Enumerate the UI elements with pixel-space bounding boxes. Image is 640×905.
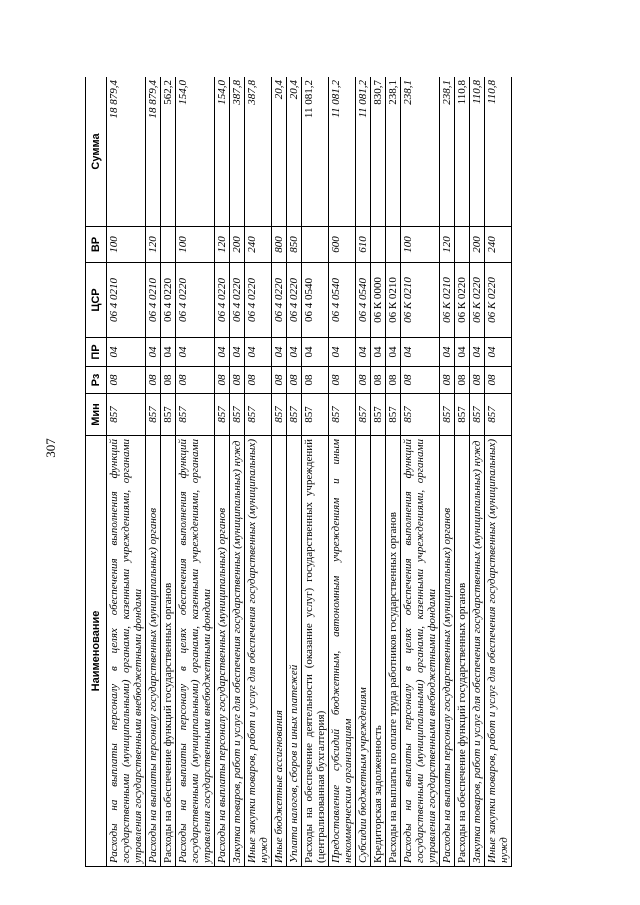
row-rz: 08 [329, 367, 356, 394]
row-rz: 08 [440, 367, 455, 394]
row-vr: 120 [215, 227, 230, 263]
row-pr: 04 [329, 338, 356, 367]
row-sum: 20,4 [272, 77, 287, 227]
row-sum: 830,7 [371, 77, 386, 227]
row-csr: 06 4 0220 [176, 263, 215, 338]
row-vr: 240 [245, 227, 272, 263]
row-pr: 04 [440, 338, 455, 367]
row-sum: 110,8 [470, 77, 485, 227]
row-rz: 08 [161, 367, 176, 394]
row-csr: 06 4 0540 [302, 263, 329, 338]
table-header-row [86, 77, 107, 867]
row-name: Иные закупки товаров, работ и услуг для обеспечения государственных (муниципальных) нужд [485, 436, 512, 867]
row-name: Расходы на выплаты персоналу государственных (муниципальных) органов [440, 436, 455, 867]
header-min: Мин [86, 394, 107, 436]
row-min: 857 [371, 394, 386, 436]
row-name: Расходы на выплаты персоналу в целях обеспечения выполнения функций государственными (муниципальными) органами, казенными учреждениями, органами управления государственными внебюджетными фондами [107, 436, 146, 867]
row-min: 857 [272, 394, 287, 436]
row-pr: 04 [287, 338, 302, 367]
row-min: 857 [176, 394, 215, 436]
row-csr: 06 К 0000 [371, 263, 386, 338]
table-body [107, 77, 512, 867]
row-name: Расходы на выплаты персоналу в целях обеспечения выполнения функций государственными (муниципальными) органами, казенными учреждениями, органами управления государственными внебюджетными фондами [401, 436, 440, 867]
table-row [455, 77, 470, 867]
row-csr: 06 4 0210 [146, 263, 161, 338]
table-row [230, 77, 245, 867]
table-row [356, 77, 371, 867]
table-row [440, 77, 455, 867]
row-name: Расходы на выплаты персоналу в целях обеспечения выполнения функций государственными (муниципальными) органами, казенными учреждениями, органами управления государственными внебюджетными фондами [176, 436, 215, 867]
row-csr: 06 К 0210 [440, 263, 455, 338]
row-csr: 06 4 0220 [287, 263, 302, 338]
row-name: Иные бюджетные ассигнования [272, 436, 287, 867]
row-pr: 04 [176, 338, 215, 367]
row-rz: 08 [230, 367, 245, 394]
row-name: Расходы на выплаты персоналу государственных (муниципальных) органов [146, 436, 161, 867]
row-name: Расходы на обеспечение деятельности (оказание услуг) государственных учреждений (централизованная бухгалтерия) [302, 436, 329, 867]
row-min: 857 [356, 394, 371, 436]
row-name: Субсидии бюджетным учреждениям [356, 436, 371, 867]
row-min: 857 [215, 394, 230, 436]
row-vr: 850 [287, 227, 302, 263]
row-name: Расходы на обеспечение функций государственных органов [161, 436, 176, 867]
row-name: Уплата налогов, сборов и иных платежей [287, 436, 302, 867]
table-row [302, 77, 329, 867]
row-pr: 04 [272, 338, 287, 367]
row-name: Расходы на выплаты персоналу государственных (муниципальных) органов [215, 436, 230, 867]
table-row [107, 77, 146, 867]
row-vr: 200 [470, 227, 485, 263]
row-csr: 06 4 0220 [245, 263, 272, 338]
row-csr: 06 4 0220 [215, 263, 230, 338]
row-sum: 18 879,4 [146, 77, 161, 227]
table-row [215, 77, 230, 867]
row-rz: 08 [146, 367, 161, 394]
row-csr: 06 К 0210 [401, 263, 440, 338]
table-row [485, 77, 512, 867]
row-csr: 06 4 0220 [161, 263, 176, 338]
header-rz: Рз [86, 367, 107, 394]
row-csr: 06 К 0210 [386, 263, 401, 338]
row-vr: 100 [176, 227, 215, 263]
row-sum: 562,2 [161, 77, 176, 227]
row-pr: 04 [401, 338, 440, 367]
row-min: 857 [302, 394, 329, 436]
row-name: Закупка товаров, работ и услуг для обеспечения государственных (муниципальных) нужд [470, 436, 485, 867]
row-vr: 600 [329, 227, 356, 263]
row-rz: 08 [485, 367, 512, 394]
row-rz: 08 [302, 367, 329, 394]
row-rz: 08 [245, 367, 272, 394]
row-csr: 06 К 0220 [455, 263, 470, 338]
row-sum: 11 081,2 [329, 77, 356, 227]
row-csr: 06 4 0210 [107, 263, 146, 338]
row-sum: 387,8 [230, 77, 245, 227]
row-pr: 04 [146, 338, 161, 367]
header-csr: ЦСР [86, 263, 107, 338]
row-sum: 110,8 [485, 77, 512, 227]
row-min: 857 [440, 394, 455, 436]
row-vr: 240 [485, 227, 512, 263]
row-min: 857 [146, 394, 161, 436]
header-name: Наименование [86, 436, 107, 867]
row-min: 857 [485, 394, 512, 436]
table-row [146, 77, 161, 867]
header-sum: Сумма [86, 77, 107, 227]
row-rz: 08 [107, 367, 146, 394]
row-pr: 04 [371, 338, 386, 367]
table-row [287, 77, 302, 867]
row-pr: 04 [230, 338, 245, 367]
row-vr [386, 227, 401, 263]
table-row [386, 77, 401, 867]
row-vr: 200 [230, 227, 245, 263]
table-row [329, 77, 356, 867]
row-min: 857 [161, 394, 176, 436]
row-name: Расходы на выплаты по оплате труда работников государственных органов [386, 436, 401, 867]
row-name: Предоставление субсидий бюджетным, автономным учреждениям и иным некоммерческим организациям [329, 436, 356, 867]
row-min: 857 [245, 394, 272, 436]
row-sum: 18 879,4 [107, 77, 146, 227]
row-sum: 11 081,2 [302, 77, 329, 227]
row-vr [302, 227, 329, 263]
row-min: 857 [230, 394, 245, 436]
header-vr: ВР [86, 227, 107, 263]
row-pr: 04 [161, 338, 176, 367]
row-rz: 08 [371, 367, 386, 394]
row-sum: 154,0 [176, 77, 215, 227]
row-min: 857 [107, 394, 146, 436]
row-sum: 20,4 [287, 77, 302, 227]
row-name: Расходы на обеспечение функций государственных органов [455, 436, 470, 867]
row-pr: 04 [485, 338, 512, 367]
row-vr: 120 [440, 227, 455, 263]
row-vr: 100 [401, 227, 440, 263]
row-rz: 08 [215, 367, 230, 394]
table-row [470, 77, 485, 867]
row-rz: 08 [356, 367, 371, 394]
row-min: 857 [401, 394, 440, 436]
table-row [272, 77, 287, 867]
row-vr: 120 [146, 227, 161, 263]
row-rz: 08 [272, 367, 287, 394]
row-min: 857 [287, 394, 302, 436]
table-row [371, 77, 386, 867]
row-pr: 04 [356, 338, 371, 367]
row-vr: 800 [272, 227, 287, 263]
row-vr: 610 [356, 227, 371, 263]
row-vr [161, 227, 176, 263]
row-sum: 11 081,2 [356, 77, 371, 227]
row-min: 857 [470, 394, 485, 436]
table-row [176, 77, 215, 867]
row-rz: 08 [470, 367, 485, 394]
row-sum: 238,1 [440, 77, 455, 227]
row-rz: 08 [401, 367, 440, 394]
row-sum: 387,8 [245, 77, 272, 227]
header-pr: ПР [86, 338, 107, 367]
row-pr: 04 [107, 338, 146, 367]
page-number: 307 [43, 438, 58, 458]
row-csr: 06 4 0540 [329, 263, 356, 338]
row-vr [371, 227, 386, 263]
row-sum: 238,1 [386, 77, 401, 227]
row-name: Кредиторская задолженность [371, 436, 386, 867]
row-rz: 08 [455, 367, 470, 394]
row-csr: 06 К 0220 [470, 263, 485, 338]
row-vr: 100 [107, 227, 146, 263]
table-row [245, 77, 272, 867]
table-row [161, 77, 176, 867]
row-csr: 06 К 0220 [485, 263, 512, 338]
row-pr: 04 [470, 338, 485, 367]
row-sum: 238,1 [401, 77, 440, 227]
row-vr [455, 227, 470, 263]
row-rz: 08 [176, 367, 215, 394]
row-sum: 154,0 [215, 77, 230, 227]
row-pr: 04 [386, 338, 401, 367]
row-min: 857 [329, 394, 356, 436]
row-pr: 04 [302, 338, 329, 367]
row-csr: 06 4 0540 [356, 263, 371, 338]
table-row [401, 77, 440, 867]
row-min: 857 [386, 394, 401, 436]
budget-table [85, 77, 512, 867]
row-name: Иные закупки товаров, работ и услуг для обеспечения государственных (муниципальных) нужд [245, 436, 272, 867]
row-sum: 110,8 [455, 77, 470, 227]
rotated-page-area [85, 77, 555, 867]
row-rz: 08 [287, 367, 302, 394]
row-rz: 08 [386, 367, 401, 394]
row-pr: 04 [215, 338, 230, 367]
row-min: 857 [455, 394, 470, 436]
row-csr: 06 4 0220 [230, 263, 245, 338]
row-pr: 04 [455, 338, 470, 367]
row-csr: 06 4 0220 [272, 263, 287, 338]
row-name: Закупка товаров, работ и услуг для обеспечения государственных (муниципальных) нужд [230, 436, 245, 867]
row-pr: 04 [245, 338, 272, 367]
